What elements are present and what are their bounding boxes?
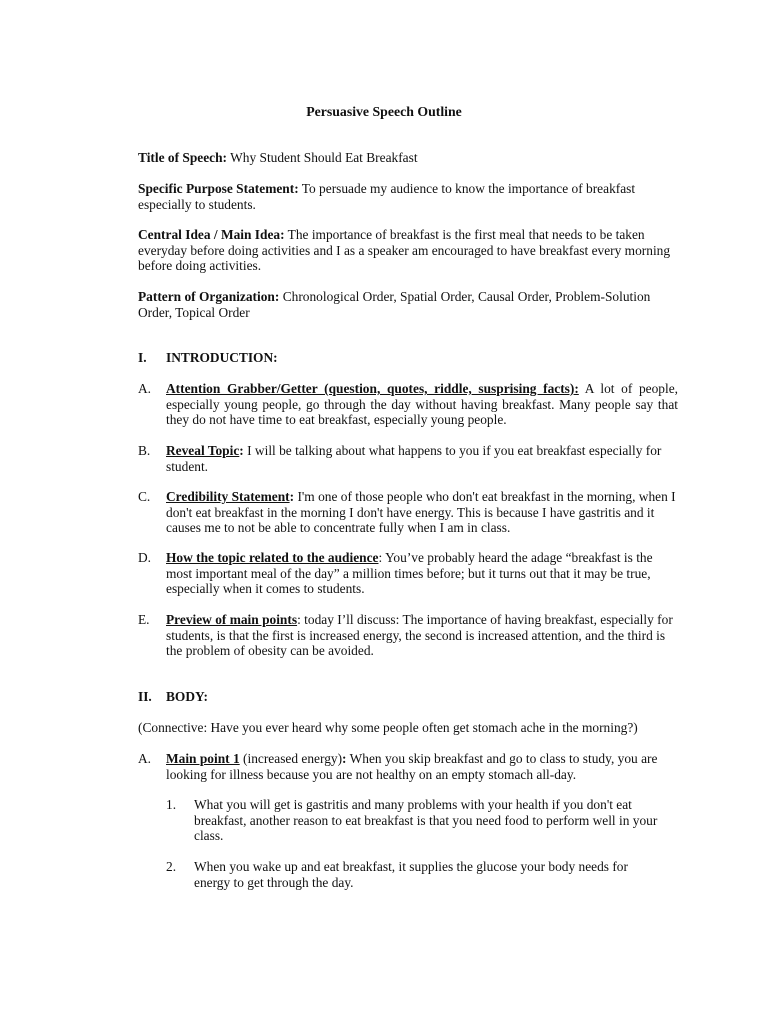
intro-item-credibility (138, 489, 678, 536)
section-marker: I. (138, 350, 147, 365)
field-value: Why Student Should Eat Breakfast (230, 150, 418, 165)
section-heading: INTRODUCTION: (166, 350, 278, 365)
subpoint-text: What you will get is gastritis and many problems with your health if you don't eat breakfast, another reason to eat breakfast is that you need food to perform well in your class. (194, 797, 658, 844)
central-idea-field (138, 227, 672, 274)
item-label-colon: : (378, 550, 383, 565)
body-main-point-1 (138, 751, 678, 782)
item-label: Preview of main points (166, 612, 298, 627)
body-heading (138, 689, 208, 705)
section-heading: BODY: (166, 689, 208, 704)
document-title: Persuasive Speech Outline (306, 104, 462, 119)
title-of-speech-field (138, 150, 672, 166)
item-text: A lot of people, especially young people, go through the day without having breakfast. Many people say that they do not have time to eat breakfast, especially young people. (166, 381, 679, 428)
intro-item-audience-relation (138, 550, 678, 597)
item-label-colon: : (342, 751, 347, 766)
field-label: Central Idea / Main Idea: (138, 227, 285, 242)
subpoint-marker: 1. (166, 797, 177, 812)
subpoint-marker: 2. (166, 859, 177, 874)
item-label: Main point 1 (166, 751, 240, 766)
item-paren: (increased energy) (243, 751, 343, 766)
field-label: Title of Speech: (138, 150, 228, 165)
item-label-colon: : (239, 443, 244, 458)
field-value: The importance of breakfast is the first meal that needs to be taken everyday before doing activities and I as a speaker am encouraged to have breakfast every morning before doing activities. (138, 227, 671, 274)
main-point-1-subpoint-2 (166, 859, 662, 890)
item-marker: A. (138, 381, 152, 396)
item-text: I will be talking about what happens to you if you eat breakfast especially for student. (166, 443, 662, 474)
item-label: Credibility Statement (166, 489, 290, 504)
item-marker: D. (138, 550, 152, 565)
intro-item-attention-grabber (138, 381, 678, 428)
field-label: Specific Purpose Statement: (138, 181, 299, 196)
item-label: How the topic related to the audience (166, 550, 379, 565)
specific-purpose-field (138, 181, 672, 212)
pattern-of-organization-field (138, 289, 672, 320)
item-text: today I’ll discuss: The importance of having breakfast, especially for students, is that the first is increased energy, the second is increased attention, and the third is the problem of obesity can be avoided. (166, 612, 673, 659)
item-text: When you skip breakfast and go to class to study, you are looking for illness because you are not healthy on an empty stomach all-day. (166, 751, 658, 782)
section-marker: II. (138, 689, 152, 704)
item-marker: B. (138, 443, 151, 458)
field-label: Pattern of Organization: (138, 289, 280, 304)
item-label-colon: : (297, 612, 301, 627)
item-text: I'm one of those people who don't eat breakfast in the morning, when I don't eat breakfast in the morning I don't have energy. This is because I have gastritis and it causes me to not be able to concentrate fully when I am in class. (166, 489, 676, 536)
item-marker: A. (138, 751, 152, 766)
intro-item-reveal-topic (138, 443, 678, 474)
item-marker: C. (138, 489, 151, 504)
body-connective: (Connective: Have you ever heard why some people often get stomach ache in the morning?) (138, 720, 638, 735)
intro-item-preview (138, 612, 678, 659)
item-marker: E. (138, 612, 150, 627)
item-text: You’ve probably heard the adage “breakfast is the most important meal of the day” a million times before; but it turns out that it may be true, especially when it comes to students. (166, 550, 653, 597)
main-point-1-subpoint-1 (166, 797, 662, 844)
field-value: Chronological Order, Spatial Order, Causal Order, Problem-Solution Order, Topical Order (138, 289, 651, 320)
item-label: Reveal Topic (166, 443, 240, 458)
item-label-colon: : (289, 489, 295, 504)
item-label: Attention Grabber/Getter (question, quotes, riddle, susprising facts): (166, 381, 579, 396)
subpoint-text: When you wake up and eat breakfast, it supplies the glucose your body needs for energy to get through the day. (194, 859, 628, 890)
field-value: To persuade my audience to know the importance of breakfast especially to students. (138, 181, 636, 212)
introduction-heading (138, 350, 278, 366)
